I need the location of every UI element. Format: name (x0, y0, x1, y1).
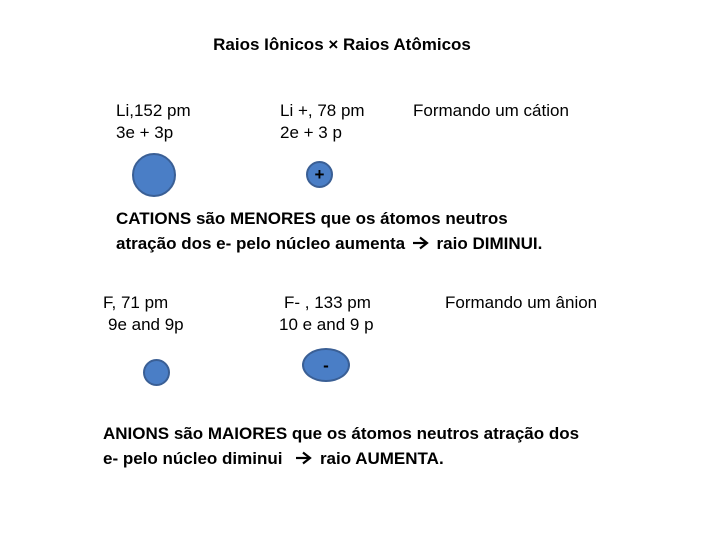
anion-conclusion-cause: e- pelo núcleo diminui (103, 449, 283, 468)
f-atom-particles: 9e and 9p (108, 315, 184, 334)
li-ion-radius: Li +, 78 pm (280, 101, 365, 120)
li-atom-label (116, 100, 191, 144)
f-ion-radius: F- , 133 pm (284, 293, 371, 312)
f-ion-particles: 10 e and 9 p (279, 315, 374, 334)
slide-title: Raios Iônicos × Raios Atômicos (213, 35, 471, 54)
anion-caption: Formando um ânion (445, 293, 598, 312)
f-ion-label (279, 292, 374, 336)
positive-charge-sign: + (314, 165, 325, 184)
cation-conclusion-line1: CATIONS são MENORES que os átomos neutros (116, 209, 508, 228)
cation-conclusion (116, 206, 676, 256)
arrow-right-icon (295, 451, 313, 465)
anion-conclusion-line1: ANIONS são MAIORES que os átomos neutros atração dos (103, 424, 580, 443)
arrow-right-icon (412, 236, 430, 250)
li-atom-particles: 3e + 3p (116, 123, 174, 142)
f-atom-label (103, 292, 184, 336)
f-ion-circle (302, 348, 350, 382)
li-ion-particles: 2e + 3 p (280, 123, 342, 142)
cation-conclusion-effect: raio DIMINUI. (436, 234, 543, 253)
anion-conclusion (103, 421, 693, 471)
anion-conclusion-line2 (103, 446, 693, 471)
f-atom-circle (143, 359, 170, 386)
negative-charge-sign: - (323, 356, 329, 375)
cation-conclusion-cause: atração dos e- pelo núcleo aumenta (116, 234, 406, 253)
cation-caption: Formando um cátion (413, 101, 569, 120)
anion-conclusion-effect: raio AUMENTA. (319, 449, 444, 468)
li-ion-circle (306, 161, 333, 188)
li-atom-circle (132, 153, 176, 197)
li-atom-radius: Li,152 pm (116, 101, 191, 120)
li-ion-label (280, 100, 365, 144)
f-atom-radius: F, 71 pm (103, 293, 169, 312)
cation-conclusion-line2 (116, 231, 676, 256)
